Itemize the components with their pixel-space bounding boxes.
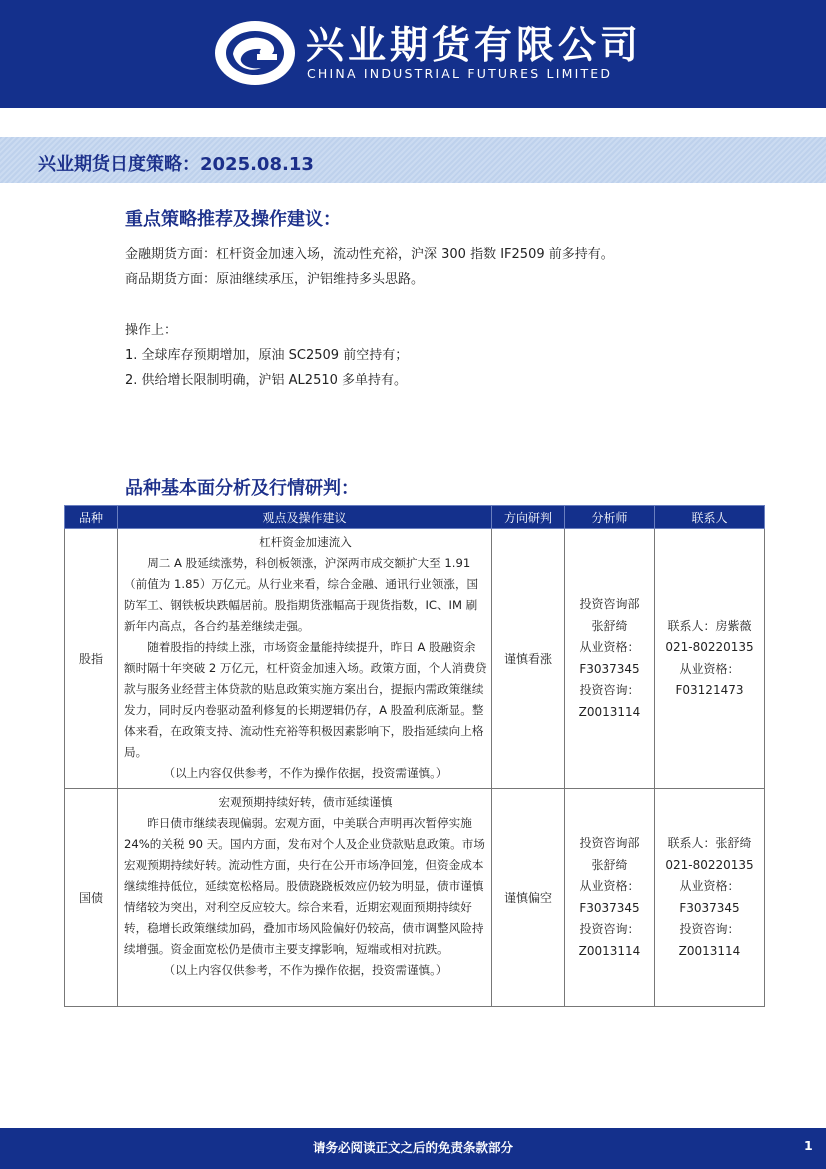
- contact-line: 投资咨询：: [679, 922, 740, 936]
- contact-line: 从业资格：: [679, 661, 740, 676]
- analyst-line: 张舒绮: [591, 618, 628, 633]
- contact-line: 联系人：张舒绮: [667, 836, 752, 850]
- variety-cell: 国债: [65, 789, 118, 1007]
- footer-disclaimer: 请务必阅读正文之后的免责条款部分: [312, 1140, 513, 1155]
- table-row: [65, 789, 765, 1007]
- analysis-table: [64, 505, 765, 1007]
- col-header-direction: 方向研判: [492, 506, 565, 529]
- strategy-financial: 金融期货方面：杠杆资金加速入场，流动性充裕，沪深 300 指数 IF2509 前多持有。: [125, 247, 614, 262]
- view-cell: [118, 789, 492, 1007]
- analyst-line: 投资咨询部: [579, 597, 640, 611]
- analyst-line: Z0013114: [578, 943, 641, 958]
- contact-line: F03121473: [675, 683, 744, 697]
- direction-cell: 谨慎偏空: [492, 789, 565, 1007]
- ops-item: 2. 供给增长限制明确，沪铝 AL2510 多单持有。: [125, 373, 408, 388]
- page-number: 1: [804, 1138, 813, 1153]
- analyst-line: F3037345: [579, 661, 640, 676]
- company-logo-icon: [213, 18, 297, 88]
- contact-cell: [655, 529, 765, 789]
- report-title: 兴业期货日度策略：2025.08.13: [38, 154, 314, 175]
- analyst-line: 从业资格：: [579, 879, 640, 893]
- table-header-row: [65, 506, 765, 529]
- company-name-cn: 兴业期货有限公司: [306, 23, 643, 67]
- analyst-line: 投资咨询：: [579, 922, 640, 936]
- direction-cell: 谨慎看涨: [492, 529, 565, 789]
- ops-item: 1. 全球库存预期增加，原油 SC2509 前空持有；: [125, 348, 409, 363]
- view-cell: [118, 529, 492, 789]
- view-headline: 杠杆资金加速流入: [259, 535, 352, 549]
- table-row: [65, 529, 765, 789]
- col-header-contact: 联系人: [655, 506, 765, 529]
- analyst-cell: [565, 789, 655, 1007]
- col-header-analyst: 分析师: [565, 506, 655, 529]
- section-title-strategy: 重点策略推荐及操作建议：: [125, 209, 341, 230]
- analyst-line: 投资咨询：: [579, 683, 640, 697]
- contact-line: F3037345: [679, 900, 740, 915]
- contact-cell: [655, 789, 765, 1007]
- company-name-en: CHINA INDUSTRIAL FUTURES LIMITED: [307, 66, 613, 81]
- analyst-line: F3037345: [579, 900, 640, 915]
- analyst-line: 投资咨询部: [579, 836, 640, 850]
- view-paragraph: 昨日债市继续表现偏弱。宏观方面，中美联合声明再次暂停实施 24%的关税 90 天。国内方面，发布对个人及企业贷款贴息政策。市场宏观预期持续好转。流动性方面，央行在公开市场净回笼，但资金成本继续维持低位，延续宽松格局。股债跷跷板效应仍较为明显，债市谨慎情绪较为突出，对利空反应较大。综合来看，近期宏观面预期持续好转，稳增长政策继续加码，叠加市场风险偏好仍较高，债市调整风险持续增强。资金面宽松仍是债市主要支撑影响，短端或相对抗跌。: [124, 816, 485, 956]
- analyst-line: 从业资格：: [579, 640, 640, 654]
- view-headline: 宏观预期持续好转，债市延续谨慎: [218, 795, 393, 809]
- col-header-variety: 品种: [65, 506, 118, 529]
- contact-line: 021-80220135: [665, 640, 754, 654]
- analyst-cell: [565, 529, 655, 789]
- contact-line: 从业资格：: [679, 879, 740, 893]
- view-paragraph: 随着股指的持续上涨，市场资金量能持续提升，昨日 A 股融资余额时隔十年突破 2 万亿元，杠杆资金加速入场。政策方面，个人消费贷款与服务业经营主体贷款的贴息政策实施方案出台，提振内需政策继续发力，同时反内卷驱动盈利修复的长期逻辑仍存，A 股盈利底渐显。整体来看，在政策支持、流动性充裕等积极因素影响下，股指延续向上格局。: [124, 640, 487, 759]
- strategy-commodity: 商品期货方面：原油继续承压，沪铝维持多头思路。: [125, 272, 425, 287]
- contact-line: 联系人：房紫薇: [667, 618, 752, 633]
- contact-line: Z0013114: [678, 943, 741, 958]
- variety-cell: 股指: [65, 529, 118, 789]
- col-header-view: 观点及操作建议: [118, 506, 492, 529]
- analyst-line: 张舒绮: [591, 857, 628, 872]
- contact-line: 021-80220135: [665, 857, 754, 872]
- view-disclaimer: （以上内容仅供参考，不作为操作依据，投资需谨慎。）: [163, 963, 448, 977]
- analyst-line: Z0013114: [578, 704, 641, 719]
- ops-label: 操作上：: [125, 323, 178, 338]
- view-paragraph: 周二 A 股延续涨势，科创板领涨，沪深两市成交额扩大至 1.91（前值为 1.85）万亿元。从行业来看，综合金融、通讯行业领涨，国防军工、钢铁板块跌幅居前。股指期货涨幅高于现货指数，IC、IM 刷新年内高点，各合约基差继续走强。: [124, 556, 479, 633]
- section-title-analysis: 品种基本面分析及行情研判：: [125, 478, 359, 499]
- view-disclaimer: （以上内容仅供参考，不作为操作依据，投资需谨慎。）: [163, 766, 448, 780]
